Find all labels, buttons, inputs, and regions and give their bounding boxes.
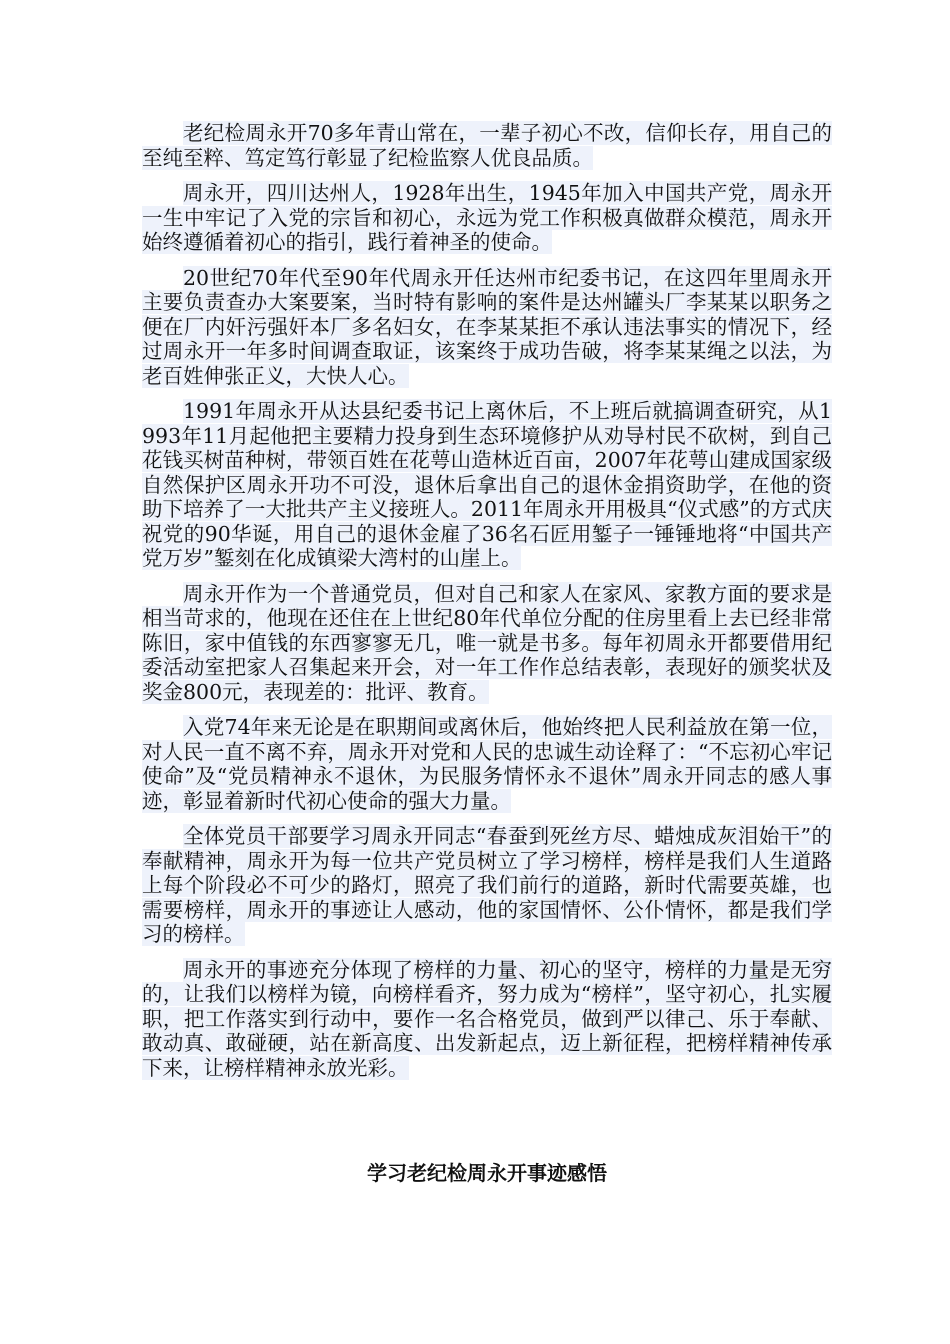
paragraph-2-text: 周永开，四川达州人，1928年出生，1945年加入中国共产党，周永开一生中牢记了入党的宗旨和初心，永远为党工作积极真做群众模范，周永开始终遵循着初心的指引，践行着神圣的使命。 bbox=[142, 181, 832, 254]
paragraph-8-text: 周永开的事迹充分体现了榜样的力量、初心的坚守，榜样的力量是无穷的，让我们以榜样为镜，向榜样看齐，努力成为“榜样”，坚守初心，扎实履职，把工作落实到行动中，要作一名合格党员，做到严以律己、乐于奉献、敢动真、敢碰硬，站在新高度、出发新起点，迈上新征程，把榜样精神传承下来，让榜样精神永放光彩。 bbox=[142, 957, 832, 1080]
paragraph-7-text: 全体党员干部要学习周永开同志“春蚕到死丝方尽、蜡烛成灰泪始干”的奉献精神，周永开为每一位共产党员树立了学习榜样，榜样是我们人生道路上每个阶段必不可少的路灯，照亮了我们前行的道路，新时代需要英雄，也需要榜样，周永开的事迹让人感动，他的家国情怀、公仆情怀，都是我们学习的榜样。 bbox=[142, 824, 832, 946]
paragraph-4-text: 1991年周永开从达县纪委书记上离休后，不上班后就搞调查研究，从1993年11月起他把主要精力投身到生态环境修护从劝导村民不砍树，到自己花钱买树苗种树，带领百姓在花萼山造林近百亩，2007年花萼山建成国家级自然保护区周永开功不可没，退休后拿出自己的退休金捐资助学，在他的资助下培养了一大批共产主义接班人。2011年周永开用极具“仪式感”的方式庆祝党的90华诞，用自己的退休金雇了36名石匠用錾子一锤锤地将“中国共产党万岁”錾刻在化成镇梁大湾村的山崖上。 bbox=[142, 399, 832, 570]
paragraph-7 bbox=[142, 824, 832, 947]
paragraph-3 bbox=[142, 266, 832, 389]
paragraph-2 bbox=[142, 181, 832, 255]
paragraph-6-text: 入党74年来无论是在职期间或离休后，他始终把人民利益放在第一位，对人民一直不离不弃，周永开对党和人民的忠诚生动诠释了：“不忘初心牢记使命”及“党员精神永不退休，为民服务情怀永不退休”周永开同志的感人事迹，彰显着新时代初心使命的强大力量。 bbox=[142, 715, 832, 813]
paragraph-5 bbox=[142, 582, 832, 705]
document-title: 学习老纪检周永开事迹感悟 bbox=[367, 1161, 607, 1185]
paragraph-8 bbox=[142, 958, 832, 1081]
paragraph-4 bbox=[142, 399, 832, 571]
paragraph-1 bbox=[142, 121, 832, 170]
paragraph-3-text: 20世纪70年代至90年代周永开任达州市纪委书记，在这四年里周永开主要负责查办大案要案，当时特有影响的案件是达州罐头厂李某某以职务之便在厂内奸污强奸本厂多名妇女，在李某某拒不承认违法事实的情况下，经过周永开一年多时间调查取证，该案终于成功告破，将李某某绳之以法，为老百姓伸张正义，大快人心。 bbox=[142, 265, 832, 388]
paragraph-1-text: 老纪检周永开70多年青山常在，一辈子初心不改，信仰长存，用自己的至纯至粹、笃定笃行彰显了纪检监察人优良品质。 bbox=[142, 121, 832, 170]
paragraph-6 bbox=[142, 715, 832, 813]
paragraph-5-text: 周永开作为一个普通党员，但对自己和家人在家风、家教方面的要求是相当苛求的，他现在还住在上世纪80年代单位分配的住房里看上去已经非常陈旧，家中值钱的东西寥寥无几，唯一就是书多。每年初周永开都要借用纪委活动室把家人召集起来开会，对一年工作作总结表彰，表现好的颁奖状及奖金800元，表现差的：批评、教育。 bbox=[142, 581, 832, 704]
document-body bbox=[142, 121, 832, 1091]
